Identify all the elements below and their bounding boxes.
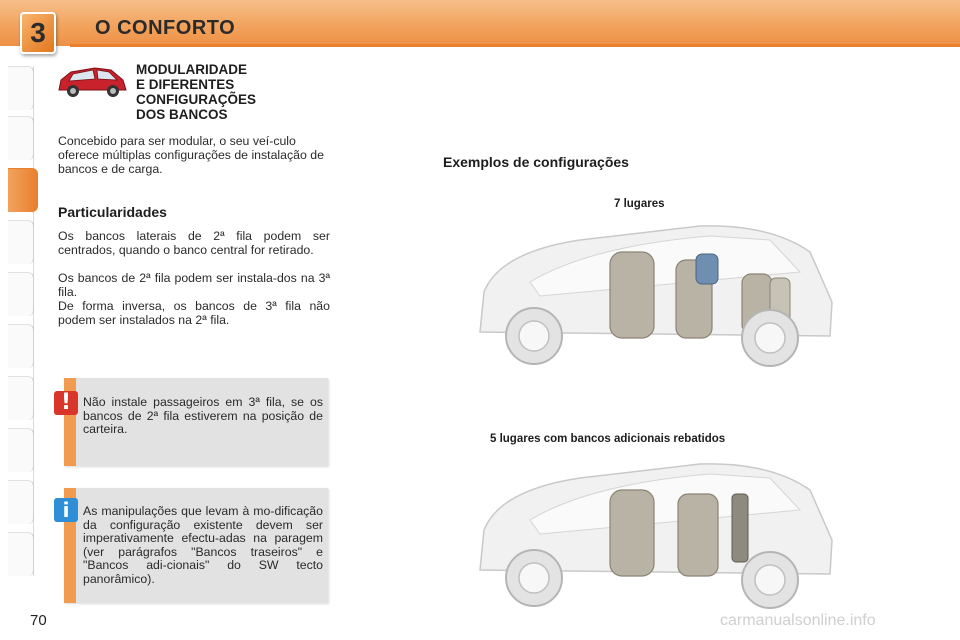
paragraph-3: De forma inversa, os bancos de 3ª fila não podem ser instalados na 2ª fila. xyxy=(58,299,330,327)
section-heading-line-1: MODULARIDADE xyxy=(136,62,247,77)
chapter-tab-6[interactable] xyxy=(8,324,34,368)
chapter-tab-1[interactable] xyxy=(8,66,34,110)
warning-notice xyxy=(64,378,328,466)
info-text: As manipulações que levam à mo-dificação da configuração existente devem ser imperativamente efectu-adas na paragem (ver parágrafos "Bancos traseiros" e "Bancos adi-cionais" do SW tecto panorâmico). xyxy=(83,504,323,586)
intro-paragraph: Concebido para ser modular, o seu veí-culo oferece múltiplas configurações de instalação de bancos e de carga. xyxy=(58,134,324,176)
chapter-tab-7[interactable] xyxy=(8,376,34,420)
chapter-tab-5[interactable] xyxy=(8,272,34,316)
section-heading-line-3: CONFIGURAÇÕES xyxy=(136,92,257,107)
exclamation-icon: ! xyxy=(54,391,78,415)
chapter-tab-8[interactable] xyxy=(8,428,34,472)
car-5-seats-illustration xyxy=(470,450,840,620)
chapter-tabs xyxy=(8,66,34,576)
chapter-tab-3-active[interactable] xyxy=(8,168,38,212)
subheading: Particularidades xyxy=(58,204,167,220)
page-title: O CONFORTO xyxy=(95,17,236,39)
info-notice xyxy=(64,488,328,603)
chapter-tab-4[interactable] xyxy=(8,220,34,264)
watermark: carmanualsonline.info xyxy=(720,612,876,629)
car-7-seats-illustration xyxy=(470,212,840,380)
chapter-tab-2[interactable] xyxy=(8,116,34,160)
examples-title: Exemplos de configurações xyxy=(443,154,629,170)
chapter-tab-10[interactable] xyxy=(8,532,34,576)
info-icon: i xyxy=(54,498,78,522)
car-icon xyxy=(55,62,129,102)
chapter-tab-9[interactable] xyxy=(8,480,34,524)
section-heading-line-4: DOS BANCOS xyxy=(136,107,228,122)
section-heading xyxy=(136,62,336,122)
caption-7-seats: 7 lugares xyxy=(614,198,665,210)
header-rule xyxy=(70,44,960,47)
chapter-badge: 3 xyxy=(20,12,56,54)
caption-5-seats: 5 lugares com bancos adicionais rebatidos xyxy=(490,433,726,445)
page-number: 70 xyxy=(30,612,47,629)
paragraph-2: Os bancos de 2ª fila podem ser instala-dos na 3ª fila. xyxy=(58,271,330,299)
section-heading-line-2: E DIFERENTES xyxy=(136,77,235,92)
paragraph-1: Os bancos laterais de 2ª fila podem ser centrados, quando o banco central for retirado. xyxy=(58,229,330,257)
warning-text: Não instale passageiros em 3ª fila, se os bancos de 2ª fila estiverem na posição de carteira. xyxy=(83,395,323,436)
